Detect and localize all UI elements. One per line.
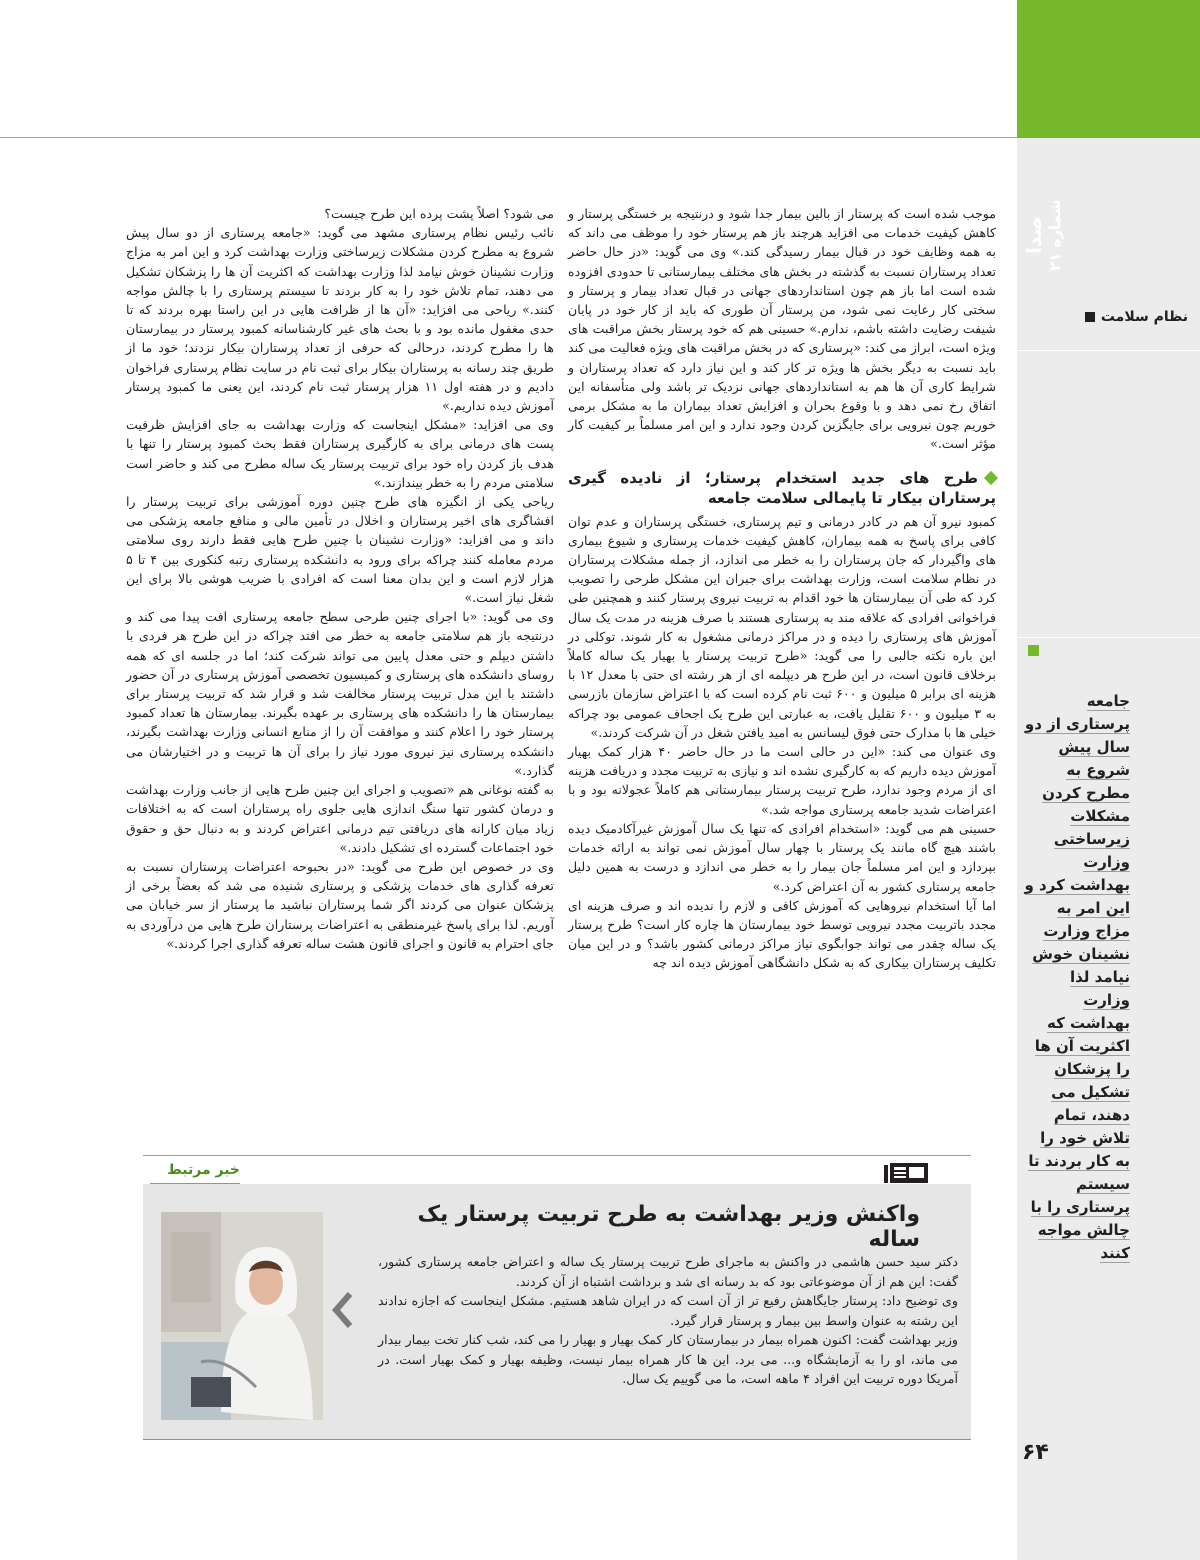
paragraph: وی می گوید: «با اجرای چنین طرحی سطح جامعه پرستاری افت پیدا می کند و درنتیجه باز هم سلامتی جامعه به خطر می افتد چراکه در این طرح هر فردی با داشتن دیپلم و حتی معدل پایین می تواند شرکت کند؛ اما در جلسه ای که همه روسای دانشکده های پرستاری و کمیسیون تخصصی آموزش پرستاری در آن حضور داشتند با این مدل تربیت پرستار مخالفت شد و قرار شد که تربیت پرستار برای بیمارستان ها را دانشکده های پرستاری بر عهده بگیرند. بیمارستان ها تعداد کمبود پرستار خود را اعلام کنند و موافقت آن را از منابع انسانی وزارت بهداشت بگیرند، دانشکده پرستاری نیز نیروی مورد نیاز را برای آن ها تربیت و در اختیارشان می گذارد.» xyxy=(126,609,554,778)
section-name: نظام سلامت xyxy=(1100,309,1188,325)
section-label xyxy=(1085,309,1188,325)
related-news-label: خبر مرتبط xyxy=(150,1157,240,1185)
paragraph: وی در خصوص این طرح می گوید: «در بحبوحه اعتراضات پرستاران نسبت به تعرفه گذاری های خدمات پزشکی و پرستاری شنیده می شد که بعضاً برخی از پزشکان عنوان می کردند اگر شما پرستاران نباشید ما پرستار از سر خیابان می آوریم. لذا برای پاسخ غیرمنطقی به اعتراضات پرستاران طرح هایی من درآوردی به جای احترام به قانون و اجرای قانون هشت ساله تعرفه گذاری اجرا کردند.» xyxy=(126,858,554,951)
top-rule xyxy=(0,137,1017,138)
related-news-rule xyxy=(143,1155,971,1156)
paragraph: وی عنوان می کند: «این در حالی است ما در حال حاضر ۴۰ هزار کمک بهیار آموزش دیده داریم که به کارگیری نشده اند و نیازی به تربیت مجدد و دریافت هزینه ای از مردم وجود ندارد، طرح تربیت پرستار بیمارستانی هم کاملاً عجولانه بود و با اعتراضات شدید جامعه پرستاری مواجه شد.» xyxy=(568,744,996,817)
paragraph: می شود؟ اصلاً پشت پرده این طرح چیست؟ xyxy=(324,206,554,221)
paragraph: به گفته نوغانی هم «تصویب و اجرای این چنین طرح هایی از جانب وزارت بهداشت و درمان کشور تنها سنگ اندازی هایی جلوی راه پرستاران است که به اختلافات زیاد میان کارانه های دریافتی تیم درمانی اعتراض کردند و به دنبال حق و حقوق خود اجتماعات گسترده ای تشکیل دادند.» xyxy=(126,782,554,855)
related-news-title: واکنش وزیر بهداشت به طرح تربیت پرستار یک ساله xyxy=(417,1202,920,1252)
green-square-icon xyxy=(1028,645,1039,656)
pull-quote xyxy=(1022,690,1130,1265)
paragraph: وی توضیح داد: پرستار جایگاهش رفیع تر از آن است که در ایران شاهد هستیم. مشکل اینجاست که اجازه ندادند این رشته به عنوان واسط بین بیمار و پرستار قرار گیرد. xyxy=(378,1293,958,1328)
logo-title: صدا xyxy=(1022,216,1046,254)
nurse-photo xyxy=(161,1212,323,1420)
paragraph: کمبود نیرو آن هم در کادر درمانی و تیم پرستاری، خستگی پرستاران و عدم توان کافی برای پاسخ به همه بیماران، کاهش کیفیت خدمات پرستاری و شیوع بیماری های واگیردار که جان پرستاران را به خطر می اندازد، از جمله مشکلات پرستاران در نظام سلامت است، وزارت بهداشت برای جبران این مشکل طرحی را تصویب کرد که طی آن بیمارستان ها خود اقدام به تربیت نیروی پرستار کنند و همچنین طی فراخوانی افرادی که علاقه مند به پرستاری هستند با صرف هزینه در مدت یک سال آموزش های پرستاری را دیده و در مراکز درمانی مشغول به کار شوند. توکلی در این باره نکته جالبی را می گوید: «طرح تربیت پرستار یا بهیار یک ساله کاملاً برخلاف قانون است، در این طرح هر دیپلمه ای از هر رشته ای حتی با معدل ۱۲ با هزینه ای برابر ۵ میلیون و ۶۰۰ ثبت نام کرده است که با اعتراض سازمان بازرسی به ۳ میلیون و ۶۰۰ تقلیل یافت، به عبارتی این طرح یک اجحاف عمومی بود چراکه خیلی ها با مدارک حتی فوق لیسانس به امید یافتن شغل در آن شرکت کردند.» xyxy=(568,513,997,740)
square-bullet-icon xyxy=(1085,312,1095,322)
paragraph: وی می افزاید: «مشکل اینجاست که وزارت بهداشت به جای افزایش ظرفیت پست های درمانی برای به کارگیری پرستاران فقط بحث کمبود پرستار را تنها با هدف باز کردن راه خود برای تربیت پرستار یک ساله مطرح می کند و حاضر است سلامتی مردم را به خطر بیندازند.» xyxy=(126,417,554,490)
paragraph: دکتر سید حسن هاشمی در واکنش به ماجرای طرح تربیت پرستار یک ساله و اعتراض جامعه پرستاری کشور، گفت: این هم از آن موضوعاتی بود که بد رسانه ای شد و برداشت اشتباه از آن کردند. xyxy=(378,1254,958,1289)
header-color-block xyxy=(1017,0,1200,138)
paragraph: ریاحی یکی از انگیزه های طرح چنین دوره آموزشی برای تربیت پرستار را افشاگری های اخیر پرستاران و اخلال در تأمین مالی و منافع جامعه پزشکی می داند و می افزاید: «وزارت نشینان با چنین طرح هایی فقط دارند روی سلامتی مردم معامله کنند چراکه برای ورود به دانشکده پرستاری رتبه کنکوری بین ۴ تا ۵ هزار لازم است و این بدان معنا است که افرادی با ضریب هوشی بالا برای این شغل نیاز است.» xyxy=(126,494,555,606)
paragraph: نائب رئیس نظام پرستاری مشهد می گوید: «جامعه پرستاری از دو سال پیش شروع به مطرح کردن مشکلات زیرساختی وزارت بهداشت کرد و این امر به مزاج وزارت نشینان خوش نیامد لذا وزارت بهداشت که اکثریت آن ها را پزشکان تشکیل می دهند، تمام تلاش خود را به کار بردند تا سیستم پرستاری را با چالش مواجه کنند.» ریاحی می افزاید: «آن ها از ظرافت هایی در این راستا بهره بردند که تا حدی مغفول مانده بود و با بحث های غیر کارشناسانه کمبود پرستار در بیمارستان ها را مطرح کردند، درحالی که حرفی از تعداد پرستاران بیکار نزدند؛ خود ما از طریق چند رسانه به پرستاران بیکار برای ثبت نام در سایت نظام پرستاری فراخوان دادیم و در هفته اول ۱۱ هزار پرستار ثبت نام کردند، این یعنی ما کمبود پرستار آموزش دیده نداریم.» xyxy=(126,225,554,414)
paragraph: وزیر بهداشت گفت: اکنون همراه بیمار در بیمارستان کار کمک بهیار و بهیار را می کند، شب کنار تخت بیمار بیدار می ماند، او را به آزمایشگاه و... می برد. این ها کار همراه بیمار نیست، وظیفه بهیار و کمک بهیار است. در آمریکا دوره تربیت این افراد ۴ ماهه است، ما می گوییم یک سال. xyxy=(378,1332,958,1386)
subheading-text: طرح های جدید استخدام پرستار؛ از نادیده گیری پرستاران بیکار تا پایمالی سلامت جامعه xyxy=(568,468,996,507)
issue-number: شماره ۲۱ xyxy=(1046,199,1064,271)
magazine-logo xyxy=(1022,170,1092,300)
subheading xyxy=(568,468,996,508)
related-news-body xyxy=(378,1252,958,1389)
paragraph: موجب شده است که پرستار از بالین بیمار جدا شود و درنتیجه بر خستگی پرستار و کاهش کیفیت خدمات می افزاید هرچند باز هم پرستار خود را موظف می داند که به همه وظایف خود در قبال بیمار رسیدگی کند.» وی می گوید: «در حال حاضر تعداد پرستاران نسبت به گذشته در بخش های مختلف بیمارستانی تا حدودی افزوده شده است اما باز هم چون استانداردهای جهانی در قبال تعداد بیمار و پرستار و سختی کار رعایت نمی شود، من پرستار آن طوری که باید از کار خود در پایان شیفت رضایت داشته باشم، ندارم.» حسینی هم که خود پرستار بخش مراقبت های ویژه است، ابراز می کند: «پرستاری که در بخش مراقبت های ویژه فعالیت می کند باید نسبت به دیگر بخش ها ویژه تر کار کند و این نیاز دارد که تعداد پرستاران و شرایط کاری آن ها هم به استانداردهای جهانی نزدیک تر باشد ولی متأسفانه این اتفاق رخ نمی دهد و با وقوع بحران و افزایش تعداد بیماران ما به مشکل برمی خوریم چون نیرویی برای جایگزین کردن وجود ندارد و این امر مسلماً بر کیفیت کار مؤثر است.» xyxy=(568,206,996,452)
paragraph: اما آیا استخدام نیروهایی که آموزش کافی و لازم را ندیده اند و صرف هزینه ای مجدد باتربیت مجدد نیرویی توسط خود بیمارستان ها چاره کار است؟ طرح پرستار یک ساله چقدر می تواند جوابگوی نیاز مراکز درمانی کشور باشد؟ و در این میان تکلیف پرستاران بیکاری که به شکل دانشگاهی آموزش دیده اند چه xyxy=(568,897,996,971)
chevron-left-icon xyxy=(332,1290,354,1330)
paragraph: حسینی هم می گوید: «استخدام افرادی که تنها یک سال آموزش غیرآکادمیک دیده باشند هیچ گاه مانند یک پرستار با چهار سال آموزش نمی تواند به ارائه خدمات بپردازد و این امر مسلماً جان بیمار را به خطر می اندازد و درست به همین دلیل جامعه پرستاری کشور به آن اعتراض کرد.» xyxy=(568,820,996,894)
sidebar-divider xyxy=(1017,637,1200,638)
sidebar-divider xyxy=(1017,350,1200,351)
newspaper-icon xyxy=(884,1159,928,1183)
diamond-bullet-icon xyxy=(984,471,998,485)
article-column-right xyxy=(568,204,996,973)
page-number: ۶۴ xyxy=(1022,1440,1049,1465)
article-column-left xyxy=(126,204,554,953)
pull-quote-text: جامعه پرستاری از دو سال پیش شروع به مطرح کردن مشکلات زیرساختی وزارت بهداشت کرد و این امر به مزاج وزارت نشینان خوش نیامد لذا وزارت بهداشت که اکثریت آن ها را پزشکان تشکیل می دهند، تمام تلاش خود را به کار بردند تا سیستم پرستاری را با چالش مواجه کنند xyxy=(1024,692,1130,1262)
